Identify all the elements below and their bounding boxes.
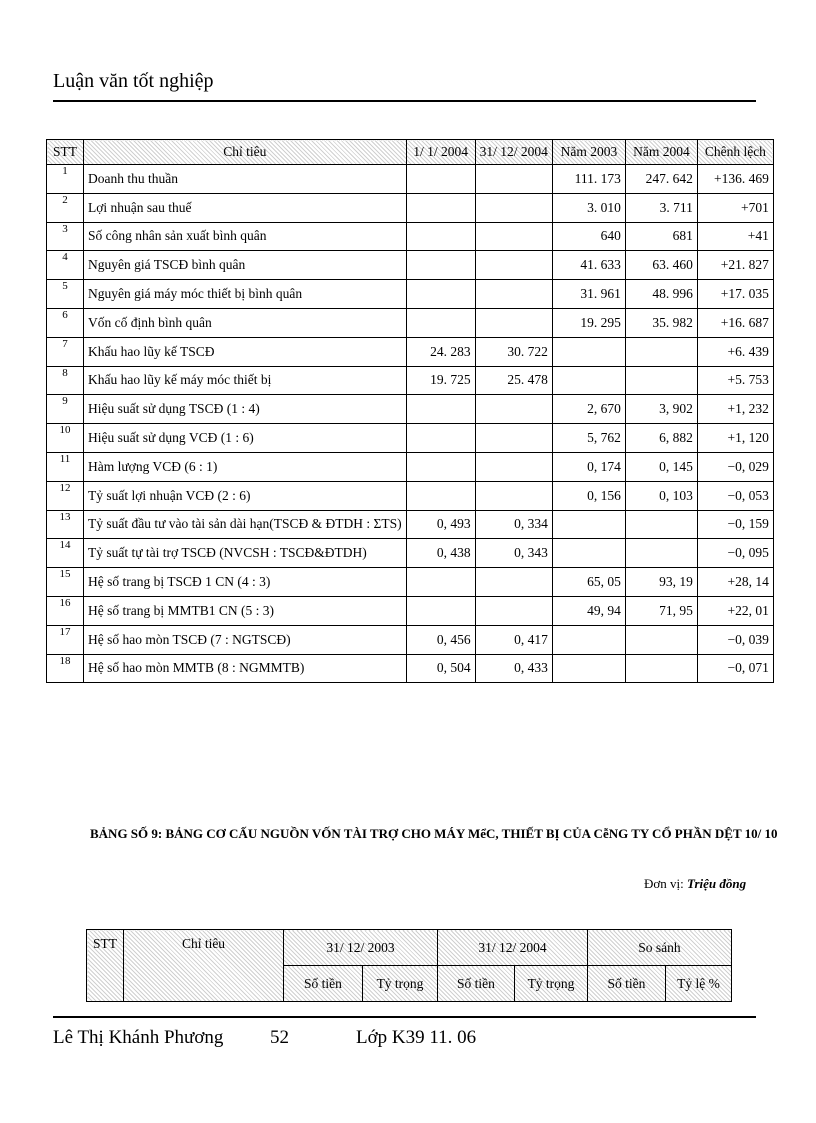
table-cell: +701	[697, 193, 773, 222]
table-cell	[625, 539, 697, 568]
footer-rule	[53, 1016, 756, 1018]
table-cell: Số công nhân sản xuất bình quân	[84, 222, 407, 251]
table-cell	[552, 337, 625, 366]
table-cell: Nguyên giá TSCĐ bình quân	[84, 251, 407, 280]
table-cell: 3	[47, 222, 84, 251]
table-header-row	[47, 140, 774, 165]
table-cell: Nguyên giá máy móc thiết bị bình quân	[84, 280, 407, 309]
table-cell: 6	[47, 308, 84, 337]
table-cell: 6, 882	[625, 424, 697, 453]
table-cell: +16. 687	[697, 308, 773, 337]
table-row	[47, 395, 774, 424]
table-cell: Doanh thu thuần	[84, 165, 407, 194]
table-cell	[475, 222, 552, 251]
header-title: Luận văn tốt nghiệp	[53, 70, 214, 92]
table-cell: Hệ số trang bị MMTB1 CN (5 : 3)	[84, 596, 407, 625]
table-cell: 0, 334	[475, 510, 552, 539]
table-cell: 0, 504	[406, 654, 475, 683]
table-cell	[475, 308, 552, 337]
table-cell	[625, 510, 697, 539]
table-cell: 19. 725	[406, 366, 475, 395]
table-row	[47, 366, 774, 395]
table-cell	[406, 251, 475, 280]
table-row	[47, 337, 774, 366]
unit-label: Đơn vị:	[644, 876, 684, 891]
table-cell	[475, 395, 552, 424]
table-cell: 111. 173	[552, 165, 625, 194]
table-cell: 247. 642	[625, 165, 697, 194]
table-row	[47, 308, 774, 337]
table-cell: 3, 902	[625, 395, 697, 424]
table-row	[47, 165, 774, 194]
table-cell	[552, 366, 625, 395]
table-cell: 9	[47, 395, 84, 424]
table-row	[47, 539, 774, 568]
table-cell	[475, 251, 552, 280]
table-cell: 8	[47, 366, 84, 395]
table-cell	[475, 424, 552, 453]
table-row	[47, 625, 774, 654]
col-header: Chỉ tiêu	[84, 140, 407, 165]
table-cell: Hệ số hao mòn TSCĐ (7 : NGTSCĐ)	[84, 625, 407, 654]
table-cell	[406, 452, 475, 481]
table-cell: 4	[47, 251, 84, 280]
table-row	[47, 596, 774, 625]
table-cell	[552, 539, 625, 568]
table-cell: 63. 460	[625, 251, 697, 280]
col-header: Chênh lệch	[697, 140, 773, 165]
table-cell	[475, 280, 552, 309]
table-row	[47, 251, 774, 280]
table-cell: 681	[625, 222, 697, 251]
sub-header: Tỷ lệ %	[666, 966, 732, 1002]
table-cell: 25. 478	[475, 366, 552, 395]
col-header: Năm 2003	[552, 140, 625, 165]
footer-page-number: 52	[270, 1027, 289, 1048]
table-cell	[625, 337, 697, 366]
table-row	[47, 424, 774, 453]
table-cell: 16	[47, 596, 84, 625]
table-cell	[625, 654, 697, 683]
table-cell: +41	[697, 222, 773, 251]
table-cell: 1	[47, 165, 84, 194]
table-row	[47, 452, 774, 481]
table-cell: +6. 439	[697, 337, 773, 366]
table-cell: 0, 433	[475, 654, 552, 683]
table-row	[47, 510, 774, 539]
table-cell: −0, 029	[697, 452, 773, 481]
table-cell	[406, 395, 475, 424]
table-cell: 5	[47, 280, 84, 309]
table-cell: 0, 438	[406, 539, 475, 568]
table-cell: −0, 095	[697, 539, 773, 568]
table-cell: 0, 417	[475, 625, 552, 654]
table-cell	[406, 596, 475, 625]
table-cell: 31. 961	[552, 280, 625, 309]
table-cell: 24. 283	[406, 337, 475, 366]
footer-author: Lê Thị Khánh Phương	[53, 1027, 224, 1048]
table-cell: 65, 05	[552, 568, 625, 597]
col-header-chitieu: Chỉ tiêu	[124, 930, 284, 1002]
table-cell: 640	[552, 222, 625, 251]
table-row	[47, 654, 774, 683]
table-cell: 0, 493	[406, 510, 475, 539]
table-cell: 48. 996	[625, 280, 697, 309]
table-cell: 3. 010	[552, 193, 625, 222]
table-cell: +28, 14	[697, 568, 773, 597]
table-cell: 10	[47, 424, 84, 453]
table-cell: 18	[47, 654, 84, 683]
table-cell	[406, 481, 475, 510]
capital-structure-table	[86, 929, 732, 1002]
table-cell: Tỷ suất lợi nhuận VCĐ (2 : 6)	[84, 481, 407, 510]
table-cell: +22, 01	[697, 596, 773, 625]
table-cell: 35. 982	[625, 308, 697, 337]
table-cell	[406, 165, 475, 194]
table-cell: Hiệu suất sử dụng VCĐ (1 : 6)	[84, 424, 407, 453]
table-cell: Khấu hao lũy kế TSCĐ	[84, 337, 407, 366]
table-cell: 30. 722	[475, 337, 552, 366]
indicator-table	[46, 139, 774, 683]
table-cell: 17	[47, 625, 84, 654]
col-header: 1/ 1/ 2004	[406, 140, 475, 165]
table-cell	[552, 510, 625, 539]
table-cell: +21. 827	[697, 251, 773, 280]
table-cell: Hệ số trang bị TSCĐ 1 CN (4 : 3)	[84, 568, 407, 597]
table-cell	[625, 625, 697, 654]
table-cell	[406, 424, 475, 453]
table-cell: Hệ số hao mòn MMTB (8 : NGMMTB)	[84, 654, 407, 683]
col-header: Năm 2004	[625, 140, 697, 165]
table-cell: 0, 456	[406, 625, 475, 654]
table-cell: −0, 071	[697, 654, 773, 683]
sub-header: Số tiền	[284, 966, 363, 1002]
table-cell: 2	[47, 193, 84, 222]
table-cell	[552, 654, 625, 683]
table-cell: −0, 053	[697, 481, 773, 510]
table-row	[47, 222, 774, 251]
table-cell	[475, 165, 552, 194]
unit-value: Triệu đồng	[687, 876, 747, 891]
table-cell: 41. 633	[552, 251, 625, 280]
table-cell	[406, 193, 475, 222]
table-cell: 0, 156	[552, 481, 625, 510]
table-cell: 0, 145	[625, 452, 697, 481]
sub-header: Tỷ trọng	[363, 966, 438, 1002]
table-cell: Vốn cố định bình quân	[84, 308, 407, 337]
table-cell: 12	[47, 481, 84, 510]
table-cell	[475, 481, 552, 510]
table-cell: 0, 343	[475, 539, 552, 568]
table-cell	[552, 625, 625, 654]
table-cell	[475, 596, 552, 625]
table-cell	[475, 568, 552, 597]
table-cell: Khấu hao lũy kế máy móc thiết bị	[84, 366, 407, 395]
table-cell: 14	[47, 539, 84, 568]
table-cell	[406, 568, 475, 597]
table-cell: Tỷ suất tự tài trợ TSCĐ (NVCSH : TSCĐ&ĐTDH)	[84, 539, 407, 568]
col-group-2004: 31/ 12/ 2004	[438, 930, 588, 966]
sub-header: Số tiền	[588, 966, 666, 1002]
table-row	[47, 568, 774, 597]
table-row	[47, 193, 774, 222]
table-cell: 11	[47, 452, 84, 481]
col-group-compare: So sánh	[588, 930, 732, 966]
table-cell: −0, 159	[697, 510, 773, 539]
table-cell: +1, 120	[697, 424, 773, 453]
table-cell: 15	[47, 568, 84, 597]
table-cell	[475, 193, 552, 222]
table-cell: Tỷ suất đầu tư vào tài sản dài hạn(TSCĐ & ĐTDH : ΣTS)	[84, 510, 407, 539]
col-header-stt: STT	[87, 930, 124, 1002]
sub-header: Số tiền	[438, 966, 515, 1002]
unit-line	[644, 876, 746, 892]
table-cell: 7	[47, 337, 84, 366]
table-cell: 13	[47, 510, 84, 539]
table-cell: +1, 232	[697, 395, 773, 424]
header-rule	[53, 100, 756, 102]
table-cell	[406, 280, 475, 309]
table-cell: +136. 469	[697, 165, 773, 194]
table-cell: +17. 035	[697, 280, 773, 309]
table-cell: Hiệu suất sử dụng TSCĐ (1 : 4)	[84, 395, 407, 424]
table-row	[47, 280, 774, 309]
table-cell: 2, 670	[552, 395, 625, 424]
col-header: STT	[47, 140, 84, 165]
table-cell: Lợi nhuận sau thuế	[84, 193, 407, 222]
table-cell: 93, 19	[625, 568, 697, 597]
col-group-2003: 31/ 12/ 2003	[284, 930, 438, 966]
table-cell: 49, 94	[552, 596, 625, 625]
table-cell: −0, 039	[697, 625, 773, 654]
table-cell: 0, 103	[625, 481, 697, 510]
table-cell	[625, 366, 697, 395]
table-cell: 3. 711	[625, 193, 697, 222]
sub-header: Tỷ trọng	[515, 966, 588, 1002]
table-cell: 71, 95	[625, 596, 697, 625]
footer-class: Lớp K39 11. 06	[356, 1027, 477, 1048]
table-cell: 0, 174	[552, 452, 625, 481]
table-row	[47, 481, 774, 510]
table-caption: BẢNG SỐ 9: BẢNG CƠ CẤU NGUỒN VỐN TÀI TRỢ CHO MÁY MểC, THIẾT BỊ CỦA CễNG TY CỔ PHẦN DỆT 10/ 10	[90, 826, 778, 841]
table-cell: 5, 762	[552, 424, 625, 453]
table-cell	[475, 452, 552, 481]
col-header: 31/ 12/ 2004	[475, 140, 552, 165]
table-header-row	[87, 930, 732, 966]
table-cell: 19. 295	[552, 308, 625, 337]
table-cell: +5. 753	[697, 366, 773, 395]
table-cell	[406, 308, 475, 337]
table-cell	[406, 222, 475, 251]
table-cell: Hàm lượng VCĐ (6 : 1)	[84, 452, 407, 481]
